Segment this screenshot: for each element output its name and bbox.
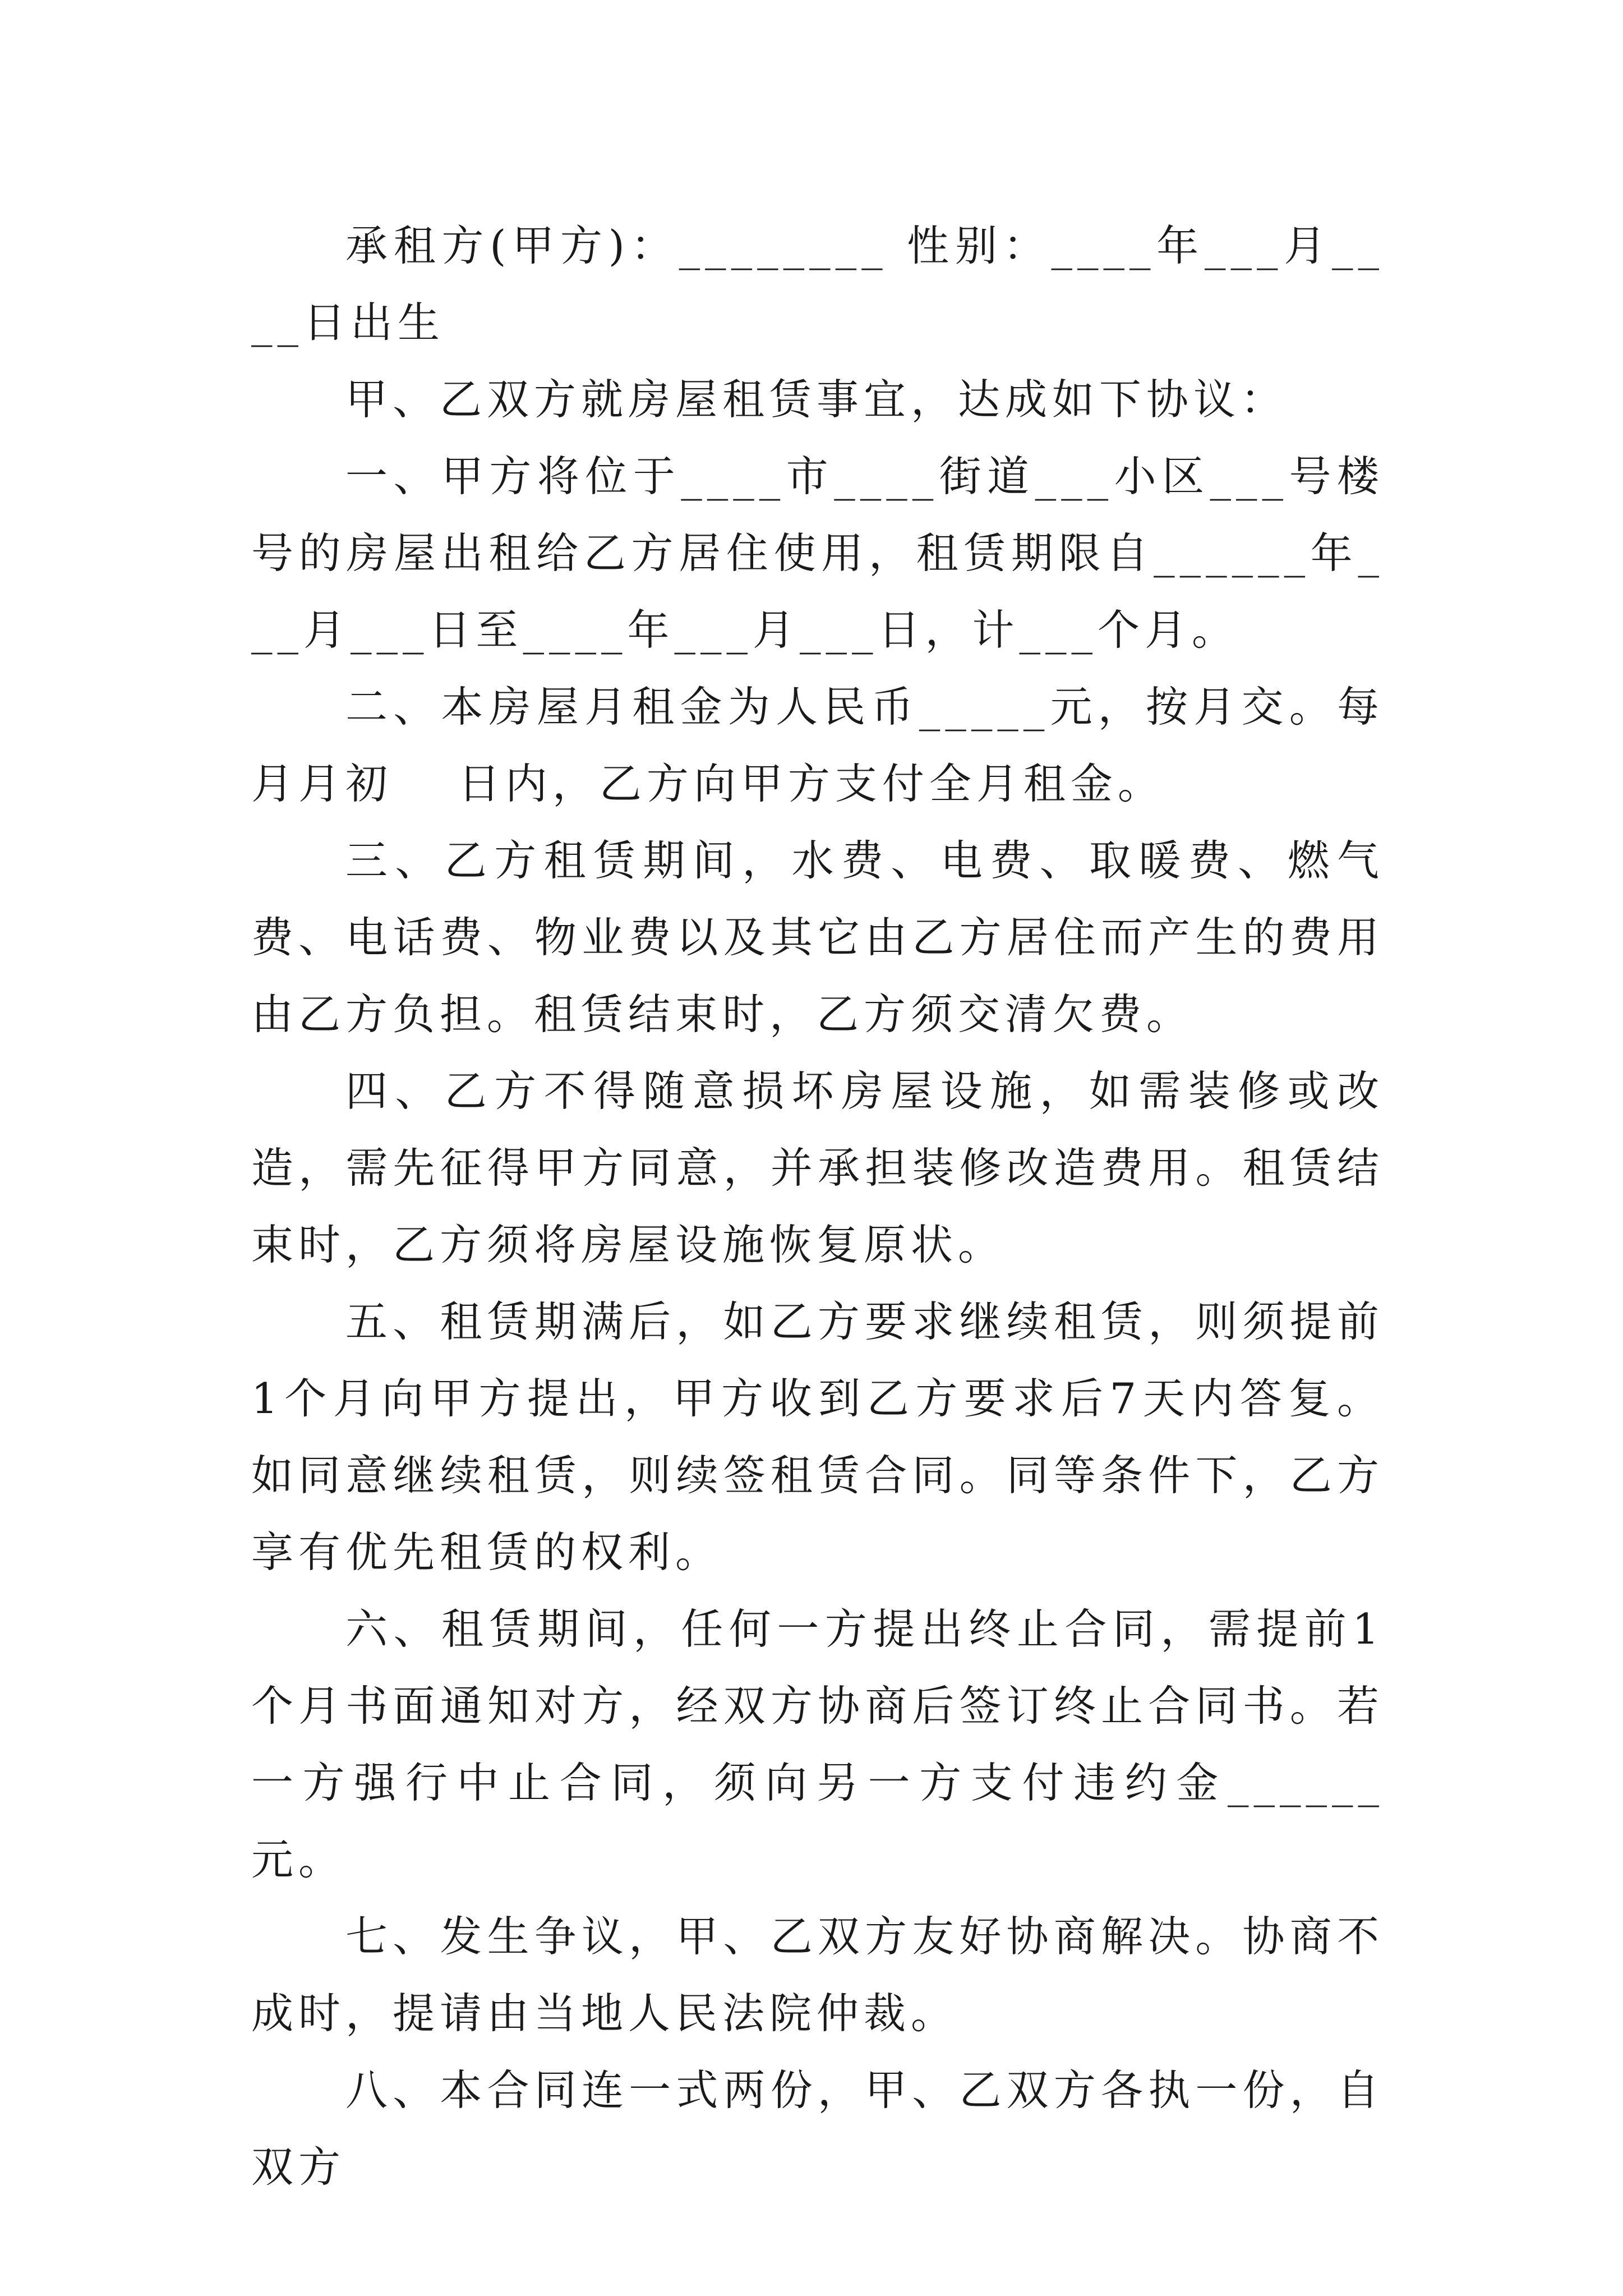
paragraph-clause-3: 三、乙方租赁期间，水费、电费、取暖费、燃气费、电话费、物业费以及其它由乙方居住而产生的费用由乙方负担。租赁结束时，乙方须交清欠费。 [251,836,1384,1039]
paragraph-clause-1: 一、甲方将位于____市____街道___小区___号楼号的房屋出租给乙方居住使用，租赁期限自______年___月___日至____年___月___日，计___个月。 [251,452,1384,655]
paragraph-agreement-intro: 甲、乙双方就房屋租赁事宜，达成如下协议： [345,375,1288,424]
contract-body [251,208,1384,2206]
paragraph-clause-5: 五、租赁期满后，如乙方要求继续租赁，则须提前 1个月向甲方提出，甲方收到乙方要求后7天内答复。如同意继续租赁，则续签租赁合同。同等条件下，乙方享有优先租赁的权利。 [251,1297,1384,1577]
paragraph-clause-4: 四、乙方不得随意损坏房屋设施，如需装修或改造，需先征得甲方同意，并承担装修改造费用。租赁结束时，乙方须将房屋设施恢复原状。 [251,1066,1384,1269]
paragraph-lessee-info: 承租方(甲方)：________ 性别：____年___月____日出生 [251,221,1384,347]
paragraph-clause-8: 八、本合同连一式两份，甲、乙双方各执一份，自双方 [251,2065,1384,2192]
paragraph-clause-6: 六、租赁期间，任何一方提出终止合同，需提前1个月书面通知对方，经双方协商后签订终止合同书。若一方强行中止合同，须向另一方支付违约金______元。 [251,1604,1384,1884]
paragraph-clause-7: 七、发生争议，甲、乙双方友好协商解决。协商不成时，提请由当地人民法院仲裁。 [251,1912,1384,2038]
paragraph-clause-2: 二、本房屋月租金为人民币_____元，按月交。每月月初 日内，乙方向甲方支付全月租金。 [251,682,1384,808]
